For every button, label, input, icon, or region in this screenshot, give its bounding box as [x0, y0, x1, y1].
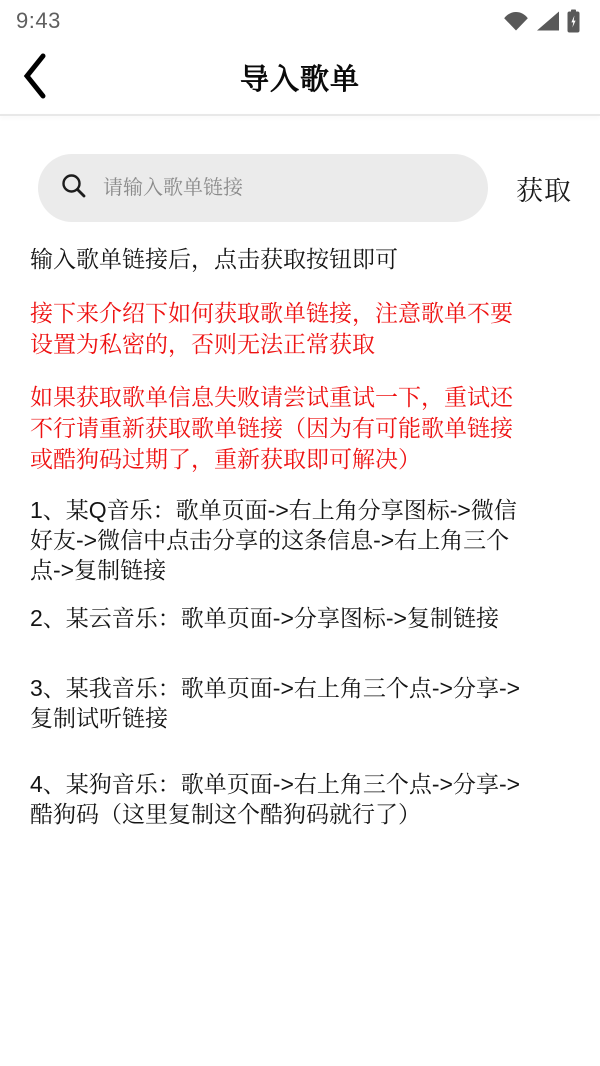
- hint-text: 输入歌单链接后，点击获取按钮即可: [30, 246, 398, 272]
- search-input-pill[interactable]: [38, 154, 488, 222]
- instruction-item-3: [30, 673, 572, 733]
- back-arrow-icon: [22, 52, 48, 103]
- status-icons: [503, 9, 580, 33]
- warning-line: 接下来介绍下如何获取歌单链接，注意歌单不要: [30, 300, 513, 326]
- header: [0, 40, 600, 114]
- warning-line: 设置为私密的，否则无法正常获取: [30, 331, 375, 357]
- instruction-item-1: [30, 495, 572, 585]
- warning-line: 或酷狗码过期了，重新获取即可解决）: [30, 446, 421, 472]
- back-button[interactable]: [16, 51, 56, 103]
- warning-paragraph-2: [30, 382, 572, 475]
- instruction-item-4: [30, 769, 572, 829]
- warning-line: 如果获取歌单信息失败请尝试重试一下，重试还: [30, 384, 513, 410]
- status-time: 9:43: [16, 8, 61, 33]
- instruction-line: 1、某Q音乐：歌单页面->右上角分享图标->微信: [30, 497, 517, 523]
- warning-line: 不行请重新获取歌单链接（因为有可能歌单链接: [30, 415, 513, 441]
- instruction-line: 好友->微信中点击分享的这条信息->右上角三个: [30, 527, 510, 553]
- page-title: 导入歌单: [239, 63, 360, 96]
- header-divider: [0, 114, 600, 116]
- instruction-line: 复制试听链接: [30, 705, 168, 731]
- instruction-line: 点->复制链接: [30, 557, 167, 583]
- instruction-line: 2、某云音乐：歌单页面->分享图标->复制链接: [30, 605, 499, 631]
- status-bar: [0, 0, 600, 40]
- search-row: [38, 154, 572, 222]
- instruction-line: 3、某我音乐：歌单页面->右上角三个点->分享->: [30, 675, 521, 701]
- instruction-line: 4、某狗音乐：歌单页面->右上角三个点->分享->: [30, 771, 521, 797]
- search-icon: [60, 172, 103, 204]
- instruction-item-2: [30, 603, 572, 633]
- search-input[interactable]: [103, 177, 468, 200]
- cellular-signal-icon: [536, 11, 560, 31]
- warning-paragraph-1: [30, 298, 572, 360]
- battery-charging-icon: [567, 9, 580, 33]
- wifi-icon: [503, 11, 529, 31]
- content: [0, 244, 600, 829]
- get-button[interactable]: 获取: [516, 169, 572, 208]
- instruction-line: 酷狗码（这里复制这个酷狗码就行了）: [30, 801, 421, 827]
